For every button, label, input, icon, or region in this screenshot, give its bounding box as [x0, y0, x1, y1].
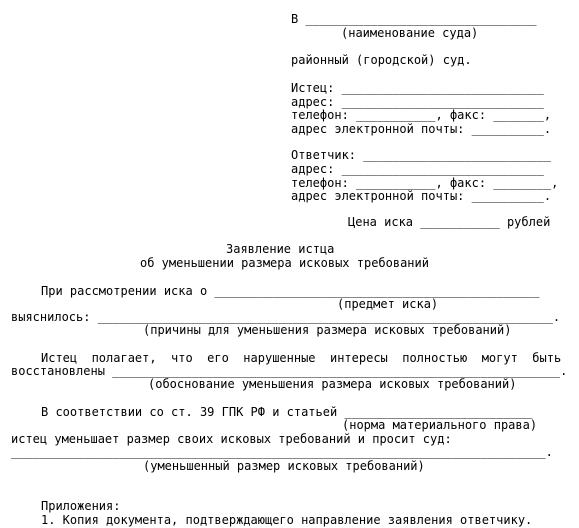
p3-caption1: (норма материального права) [342, 418, 538, 432]
defendant-title: Ответчик: __________________________ [291, 148, 552, 162]
p3-line3: __________________________________________________________________________. [11, 445, 553, 459]
p1-line2: выяснилось: _______________________________________________________________. [11, 310, 561, 324]
defendant-phone: телефон: ___________, факс: ________, [291, 176, 559, 190]
court-line: В ________________________________ [291, 12, 537, 26]
attachments-title: Приложения: [41, 499, 121, 513]
p1-caption2: (причины для уменьшения размера исковых требований) [143, 323, 512, 337]
doc-title-line1: Заявление истца [226, 242, 335, 256]
p3-caption2: (уменьшенный размер исковых требований) [143, 459, 425, 473]
p2-caption: (обоснование уменьшения размера исковых требований) [148, 377, 517, 391]
p2-line1: Истец полагает, что его нарушенные интересы полностью могут быть [41, 351, 562, 365]
plaintiff-email: адрес электронной почты: __________. [291, 122, 552, 136]
court-caption: (наименование суда) [341, 26, 479, 40]
p3-line2: истец уменьшает размер своих исковых требований и просит суд: [11, 432, 452, 446]
claim-price: Цена иска ___________ рублей [348, 215, 551, 229]
defendant-address: адрес: ____________________________ [291, 162, 544, 176]
p2-line2: восстановлены ______________________________________________________________. [11, 364, 568, 378]
doc-title-line2: об уменьшении размера исковых требований [140, 256, 429, 270]
attachments-item-1: 1. Копия документа, подтверждающего направление заявления ответчику. [41, 513, 533, 527]
court-type: районный (городской) суд. [291, 53, 472, 67]
p1-caption1: (предмет иска) [337, 297, 439, 311]
plaintiff-title: Истец: ____________________________ [291, 81, 544, 95]
defendant-email: адрес электронной почты: __________. [291, 189, 552, 203]
p1-line1: При рассмотрении иска о _____________________________________________ [41, 284, 540, 298]
plaintiff-address: адрес: ____________________________ [291, 95, 544, 109]
plaintiff-phone: телефон: ___________, факс: _______, [291, 108, 552, 122]
p3-line1: В соответствии со ст. 39 ГПК РФ и статьей __________________________ [41, 405, 533, 419]
